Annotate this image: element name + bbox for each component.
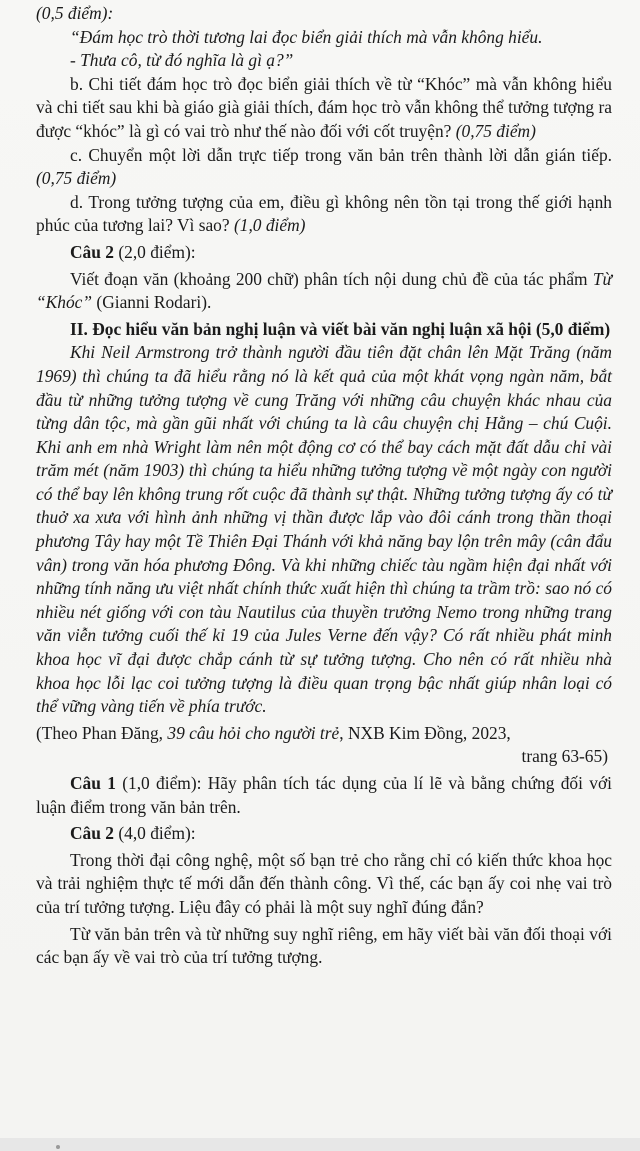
part1-question-2-work: Từ “Khóc” <box>36 268 612 313</box>
part2-question-1 <box>36 772 612 819</box>
part2-question-2-label: Câu 2 <box>70 823 114 844</box>
part1-question-2-score: (2,0 điểm): <box>118 241 196 262</box>
quote-line-1: “Đám học trò thời tương lai đọc biển giải thích mà vẫn không hiểu. <box>70 26 543 47</box>
part1-question-2-prompt <box>36 268 612 315</box>
question-1c <box>36 144 612 191</box>
question-1d-text: d. Trong tưởng tượng của em, điều gì không nên tồn tại trong thế giới hạnh phúc của tương lai? Vì sao? <box>36 191 612 236</box>
source-suffix: , NXB Kim Đồng, 2023, <box>339 722 511 743</box>
q1a-score-fragment: (0,5 điểm): <box>36 3 114 23</box>
part2-question-2-score: (4,0 điểm): <box>113 823 196 844</box>
question-1b-text: b. Chi tiết đám học trò đọc biển giải thích về từ “Khóc” mà vẫn không hiểu và chi tiết sau khi bà giáo già giải thích, đám học trò vẫn không thể tưởng tượng ra được “khóc” là gì có vai trò như thế nào đối với cốt truyện? <box>36 73 612 141</box>
part1-question-2-text-b: (Gianni Rodari). <box>92 292 212 313</box>
question-1b-score: (0,75 điểm) <box>455 120 536 141</box>
section-2-title: II. Đọc hiểu văn bản nghị luận và viết bài văn nghị luận xã hội (5,0 điểm) <box>70 318 611 339</box>
dot-icon <box>56 1145 60 1149</box>
part2-question-2-paragraph-1: Trong thời đại công nghệ, một số bạn trẻ cho rằng chỉ có kiến thức khoa học và trải nghiệm thực tế mới dẫn đến thành công. Vì thế, các bạn ấy coi nhẹ vai trò của trí tưởng tượng. Liệu đây có phải là một suy nghĩ đúng đắn? <box>36 849 612 917</box>
part2-question-1-label: Câu 1 <box>70 773 116 793</box>
part1-question-2-label: Câu 2 <box>70 241 114 262</box>
source-prefix: (Theo Phan Đăng, <box>36 722 168 743</box>
question-1c-text: c. Chuyển một lời dẫn trực tiếp trong văn bản trên thành lời dẫn gián tiếp. <box>70 144 612 165</box>
question-1d <box>36 191 612 238</box>
reading-passage: Khi Neil Armstrong trở thành người đầu tiên đặt chân lên Mặt Trăng (năm 1969) thì chúng ta đã hiểu rằng nó là kết quả của một khát vọng ngàn năm, bắt đầu từ những tưởng tượng về cung Trăng với những câu chuyện khác nhau của từng dân tộc, mà gần gũi nhất với chúng ta là câu chuyện chị Hằng – chú Cuội. Khi anh em nhà Wright làm nên một động cơ có thể bay cách mặt đất dẫu chỉ vài trăm mét (năm 1903) thì chúng ta hiểu những tưởng tượng về một ngày con người có thể bay lên không trung rốt cuộc đã thành sự thật. Những tưởng tượng ấy có từ thuở xa xưa với hình ảnh những vị thần được lắp vào đôi cánh trong thần thoại phương Tây hay một Tề Thiên Đại Thánh với khả năng bay lộn trên mây (cân đẩu vân) trong văn hóa phương Đông. Và khi những chiếc tàu ngầm hiện đại nhất với những tính năng ưu việt nhất chính thức xuất hiện thì chúng ta trầm trồ: sao nó có nhiều nét giống với con tàu Nautilus của thuyền trưởng Nemo trong những trang văn viễn tưởng cuối thế kỉ 19 của Jules Verne đến vậy? Có rất nhiều phát minh khoa học vĩ đại được chắp cánh từ sự tưởng tượng. Cho nên có rất nhiều nhà khoa học lỗi lạc coi tưởng tượng là điều quan trọng bậc nhất giúp nhân loại có thể vững vàng tiến về phía trước. <box>36 342 612 717</box>
source-book-title: 39 câu hỏi cho người trẻ <box>167 722 340 743</box>
quote-line-2: - Thưa cô, từ đó nghĩa là gì ạ?” <box>70 50 294 71</box>
part2-question-2-paragraph-2: Từ văn bản trên và từ những suy nghĩ riêng, em hãy viết bài văn đối thoại với các bạn ấy về vai trò của trí tưởng tượng. <box>36 923 612 968</box>
passage-source-pages: trang 63-65) <box>521 746 608 767</box>
passage-source <box>36 722 612 746</box>
question-1c-score: (0,75 điểm) <box>36 168 117 189</box>
part1-question-2-text-a: Viết đoạn văn (khoảng 200 chữ) phân tích nội dung chủ đề của tác phẩm <box>70 268 593 289</box>
question-1d-score: (1,0 điểm) <box>233 215 306 236</box>
part2-question-2-heading <box>36 822 612 846</box>
part2-question-1-text: (1,0 điểm): Hãy phân tích tác dụng của lí lẽ và bằng chứng đối với luận điểm trong văn bản trên. <box>36 773 612 817</box>
question-1b <box>36 73 612 144</box>
bottom-strip <box>0 1138 640 1151</box>
part1-question-2-heading <box>36 241 612 265</box>
